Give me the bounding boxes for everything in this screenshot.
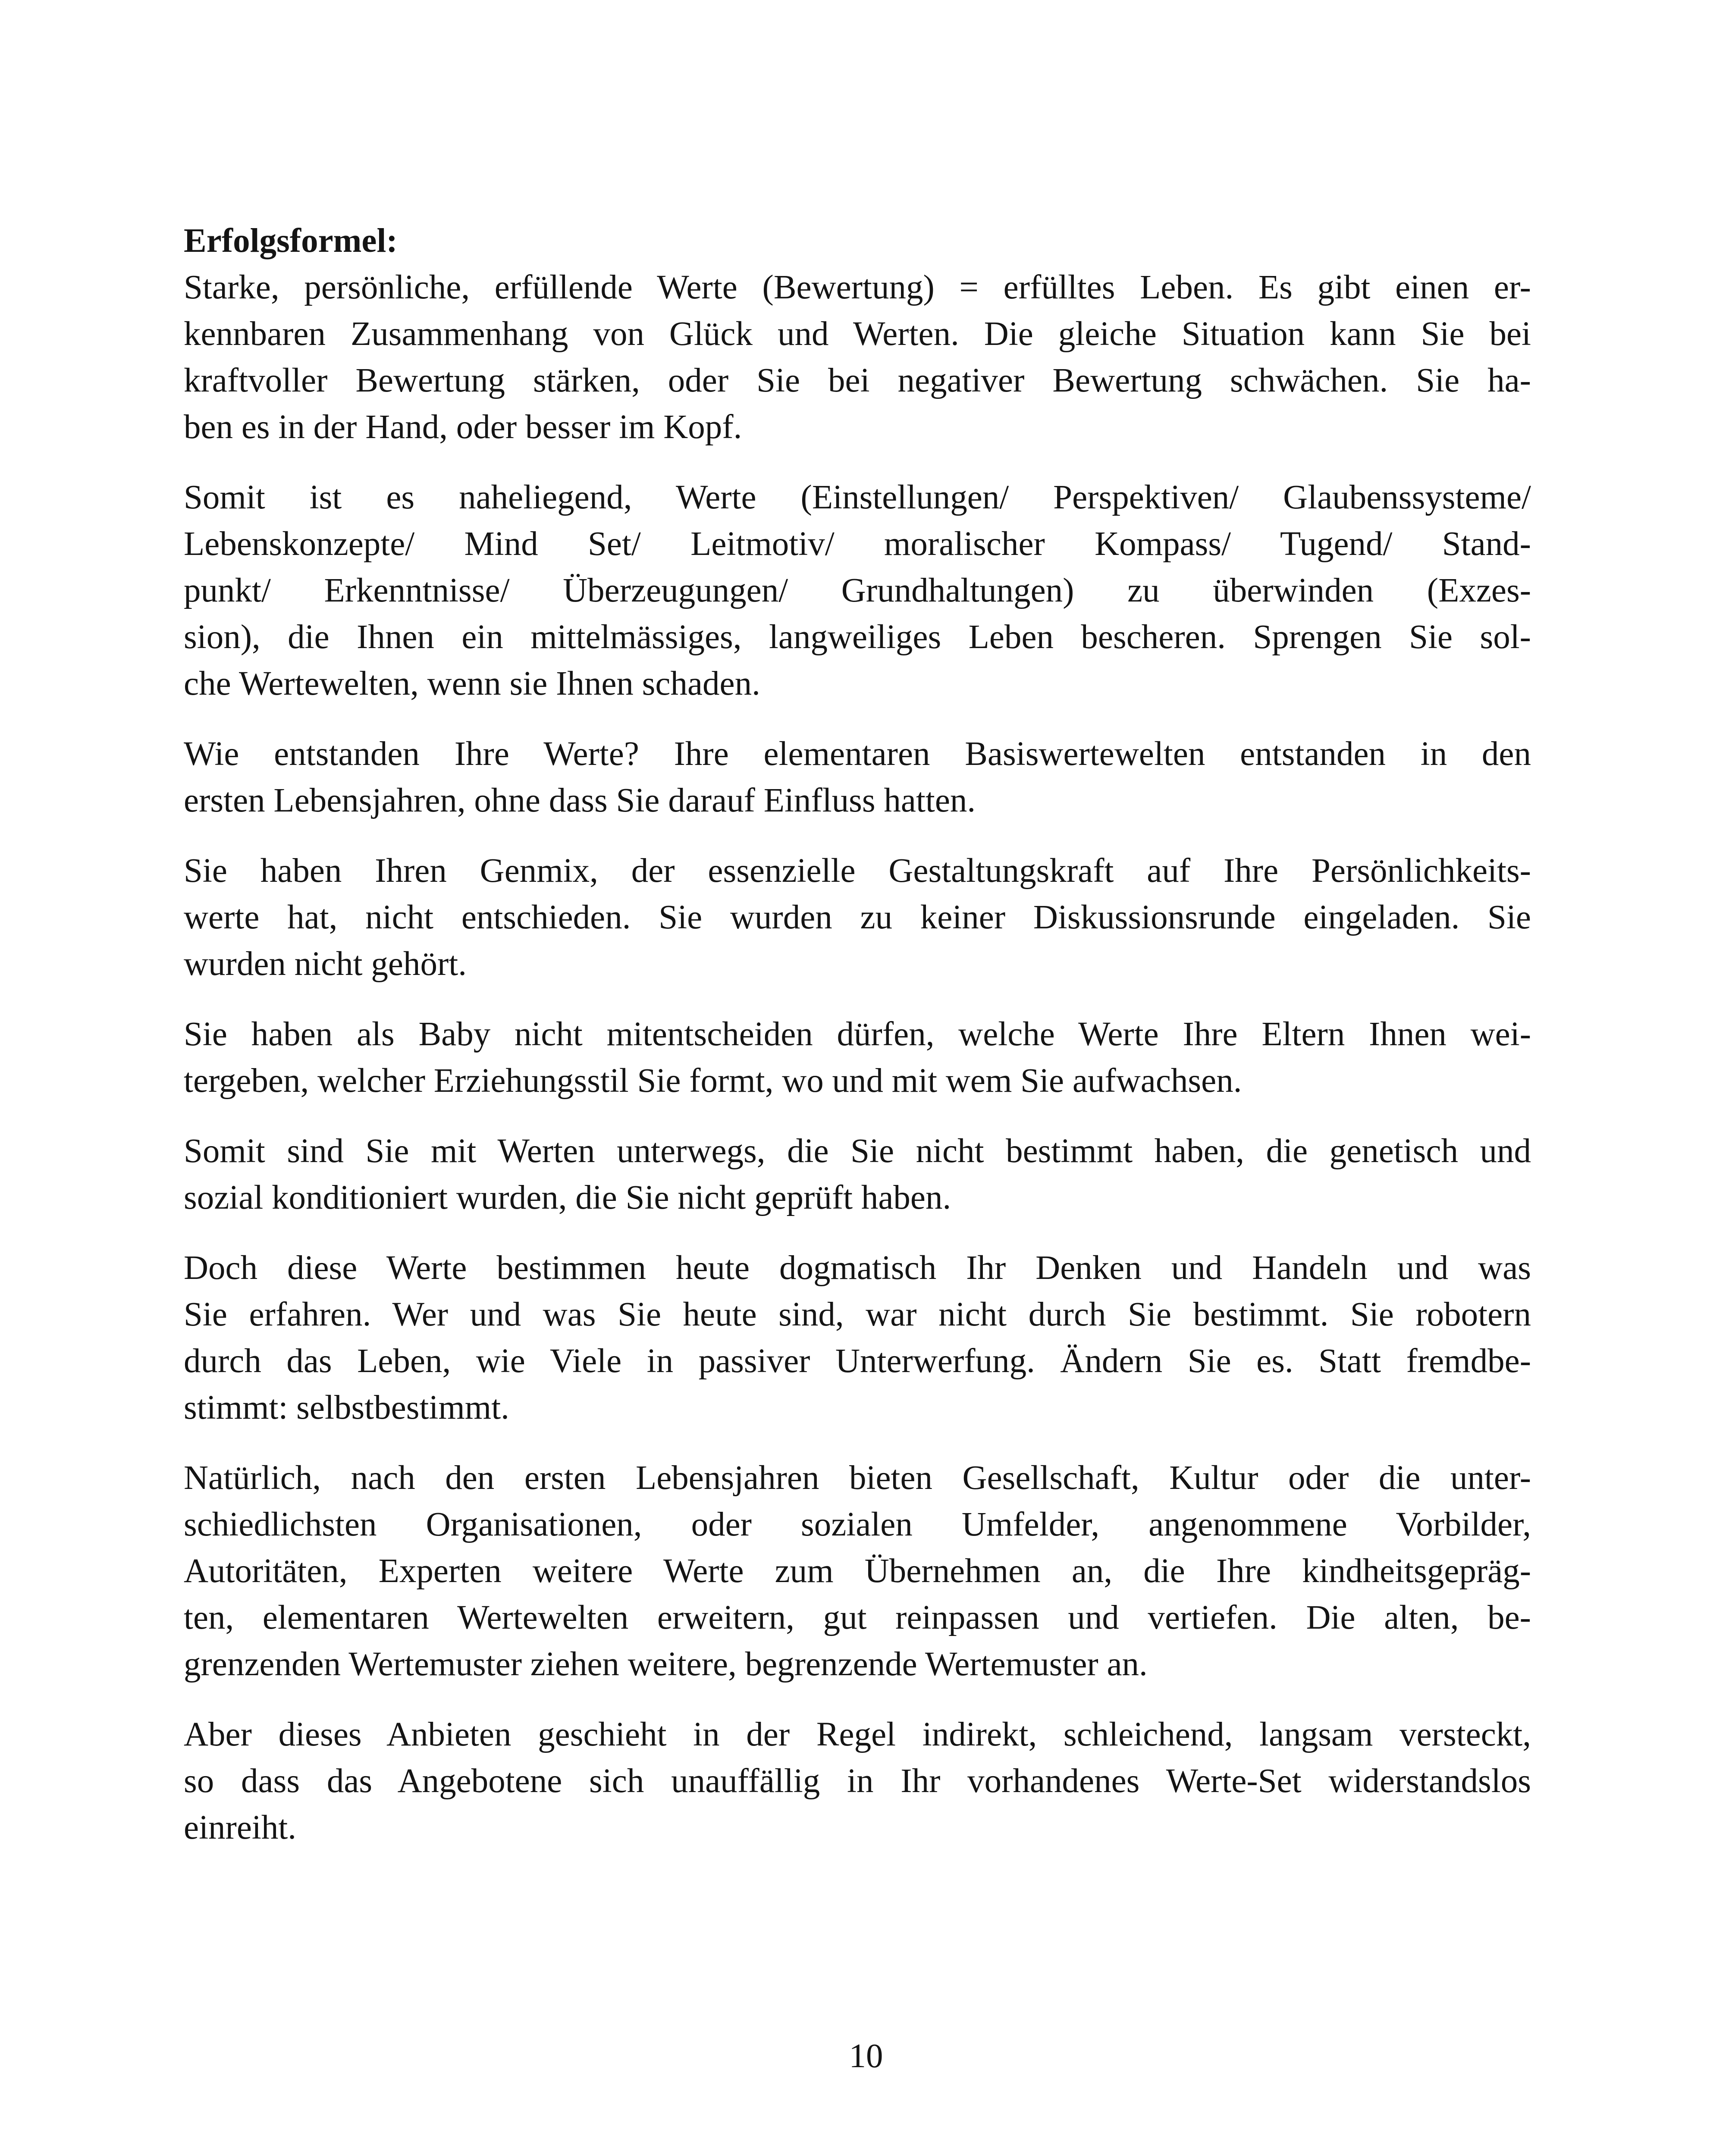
text-line: sion), die Ihnen ein mittelmässiges, langweiliges Leben bescheren. Sprengen Sie sol-	[184, 618, 1531, 656]
paragraph	[184, 1011, 1531, 1104]
text-line: kraftvoller Bewertung stärken, oder Sie bei negativer Bewertung schwächen. Sie ha-	[184, 362, 1531, 399]
text-line: werte hat, nicht entschieden. Sie wurden zu keiner Diskussionsrunde eingeladen. Sie	[184, 899, 1531, 936]
text-line: Sie haben als Baby nicht mitentscheiden dürfen, welche Werte Ihre Eltern Ihnen wei-	[184, 1015, 1531, 1053]
text-line: so dass das Angebotene sich unauffällig in Ihr vorhandenes Werte-Set widerstandslos	[184, 1762, 1531, 1800]
paragraph	[184, 264, 1531, 451]
text-line: che Wertewelten, wenn sie Ihnen schaden.	[184, 665, 760, 702]
page-content	[184, 218, 1531, 1875]
text-line: Natürlich, nach den ersten Lebensjahren bieten Gesellschaft, Kultur oder die unter-	[184, 1459, 1531, 1497]
text-line: ersten Lebensjahren, ohne dass Sie darauf Einfluss hatten.	[184, 782, 976, 819]
paragraph	[184, 1711, 1531, 1851]
text-line: Lebenskonzepte/ Mind Set/ Leitmotiv/ moralischer Kompass/ Tugend/ Stand-	[184, 525, 1531, 563]
text-line: durch das Leben, wie Viele in passiver Unterwerfung. Ändern Sie es. Statt fremdbe-	[184, 1342, 1531, 1380]
paragraph	[184, 1455, 1531, 1688]
text-line: Doch diese Werte bestimmen heute dogmatisch Ihr Denken und Handeln und was	[184, 1249, 1531, 1287]
text-line: tergeben, welcher Erziehungsstil Sie formt, wo und mit wem Sie aufwachsen.	[184, 1062, 1242, 1100]
text-line: wurden nicht gehört.	[184, 945, 467, 983]
page-number: 10	[849, 2037, 883, 2075]
text-line: kennbaren Zusammenhang von Glück und Werten. Die gleiche Situation kann Sie bei	[184, 315, 1531, 353]
text-line: Starke, persönliche, erfüllende Werte (Bewertung) = erfülltes Leben. Es gibt einen er-	[184, 269, 1531, 306]
paragraph	[184, 848, 1531, 987]
text-line: einreiht.	[184, 1809, 297, 1846]
text-line: sozial konditioniert wurden, die Sie nicht geprüft haben.	[184, 1179, 951, 1216]
text-line: punkt/ Erkenntnisse/ Überzeugungen/ Grundhaltungen) zu überwinden (Exzes-	[184, 572, 1531, 609]
text-line: stimmt: selbstbestimmt.	[184, 1389, 509, 1426]
text-line: Sie erfahren. Wer und was Sie heute sind, war nicht durch Sie bestimmt. Sie robotern	[184, 1296, 1531, 1333]
text-line: ten, elementaren Wertewelten erweitern, gut reinpassen und vertiefen. Die alten, be-	[184, 1599, 1531, 1636]
text-line: Aber dieses Anbieten geschieht in der Regel indirekt, schleichend, langsam versteckt,	[184, 1716, 1531, 1753]
text-line: schiedlichsten Organisationen, oder sozialen Umfelder, angenommene Vorbilder,	[184, 1506, 1531, 1543]
text-line: grenzenden Wertemuster ziehen weitere, begrenzende Wertemuster an.	[184, 1645, 1148, 1683]
paragraph-list	[184, 264, 1531, 1851]
text-line: Autoritäten, Experten weitere Werte zum Übernehmen an, die Ihre kindheitsgepräg-	[184, 1552, 1531, 1590]
text-line: Somit ist es naheliegend, Werte (Einstellungen/ Perspektiven/ Glaubenssysteme/	[184, 479, 1531, 516]
text-line: Wie entstanden Ihre Werte? Ihre elementaren Basiswertewelten entstanden in den	[184, 735, 1531, 773]
paragraph	[184, 474, 1531, 707]
paragraph	[184, 1245, 1531, 1431]
text-line: Somit sind Sie mit Werten unterwegs, die Sie nicht bestimmt haben, die genetisch und	[184, 1132, 1531, 1170]
text-line: Sie haben Ihren Genmix, der essenzielle Gestaltungskraft auf Ihre Persönlichkeits-	[184, 852, 1531, 890]
paragraph	[184, 731, 1531, 824]
paragraph	[184, 1128, 1531, 1221]
text-line: ben es in der Hand, oder besser im Kopf.	[184, 408, 742, 446]
section-heading: Erfolgsformel:	[184, 222, 398, 260]
